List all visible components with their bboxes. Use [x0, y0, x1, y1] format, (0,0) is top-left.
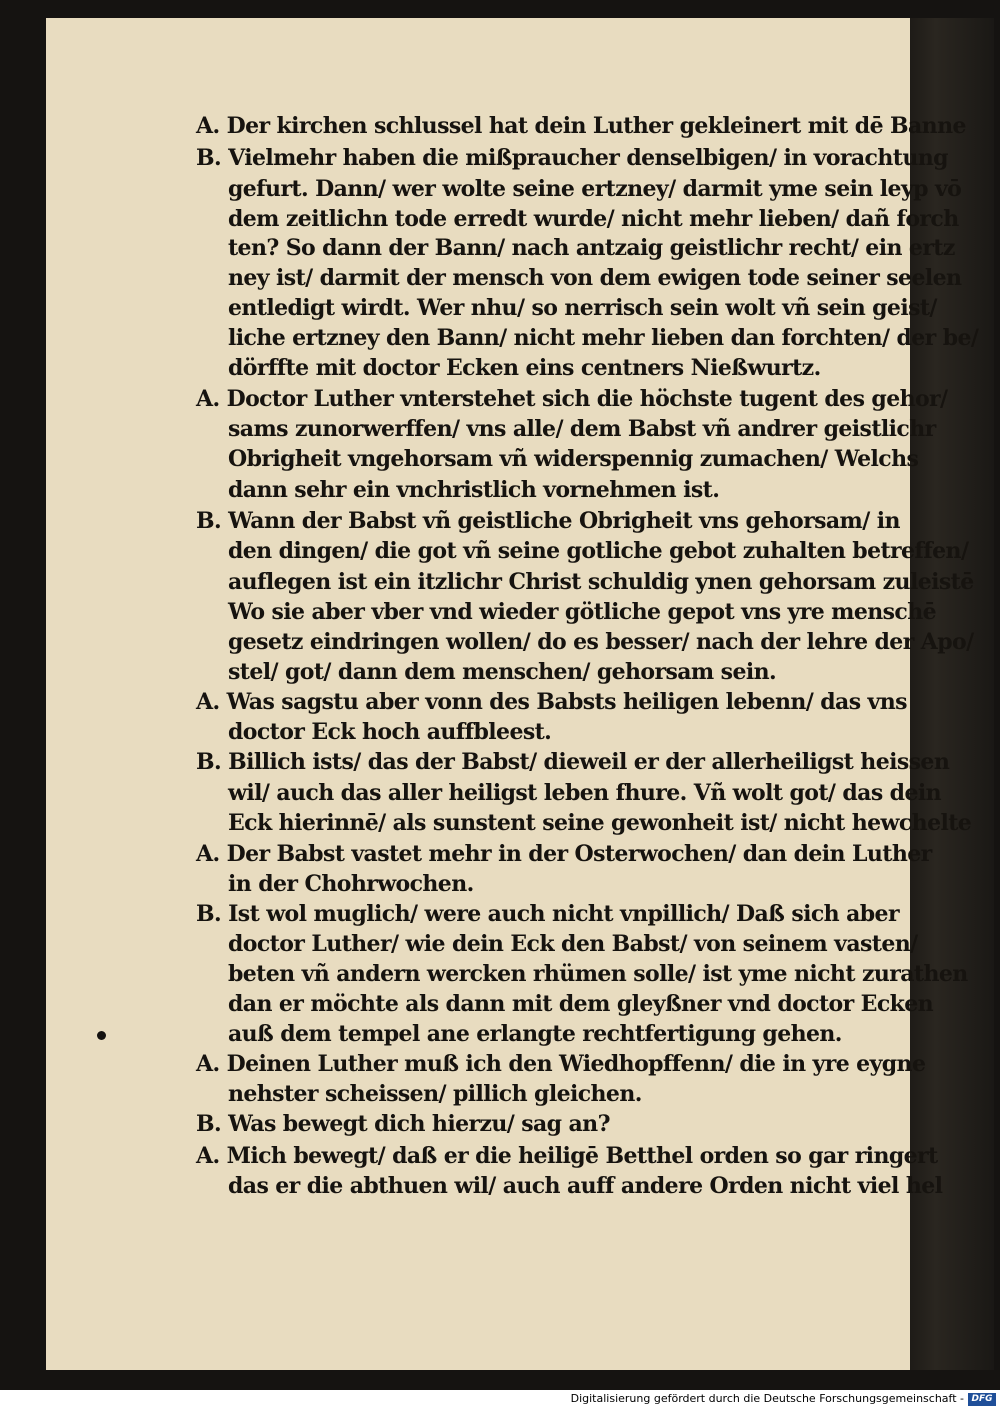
- text-line: sams zunorwerffen/ vns alle/ dem Babst vñ andrer geistlichr: [228, 416, 936, 442]
- text-line: B. Vielmehr haben die mißpraucher denselbigen/ in vorachtung: [196, 145, 948, 171]
- text-line: doctor Luther/ wie dein Eck den Babst/ von seinem vasten/: [228, 931, 918, 957]
- text-line: in der Chohrwochen.: [228, 871, 474, 897]
- text-line: doctor Eck hoch auffbleest.: [228, 719, 552, 745]
- text-line: Wo sie aber vber vnd wieder götliche gepot vns yre menschē: [228, 599, 937, 625]
- text-line: dann sehr ein vnchristlich vornehmen ist.: [228, 477, 720, 503]
- text-line: Eck hierinnē/ als sunstent seine gewonheit ist/ nicht hewchelte: [228, 810, 972, 836]
- text-line: dörffte mit doctor Ecken eins centners Nießwurtz.: [228, 355, 821, 381]
- text-line: B. Wann der Babst vñ geistliche Obrigheit vns gehorsam/ in: [196, 508, 900, 534]
- footer-bar: [0, 1390, 1000, 1409]
- text-line: gesetz eindringen wollen/ do es besser/ nach der lehre der Apo/: [228, 629, 974, 655]
- text-line: stel/ got/ dann dem menschen/ gehorsam sein.: [228, 659, 777, 685]
- text-line: dan er möchte als dann mit dem gleyßner vnd doctor Ecken: [228, 991, 934, 1017]
- text-line: ten? So dann der Bann/ nach antzaig geistlichr recht/ ein ertz: [228, 235, 955, 261]
- text-line: auß dem tempel ane erlangte rechtfertigung gehen.: [228, 1021, 842, 1047]
- text-line: nehster scheissen/ pillich gleichen.: [228, 1081, 642, 1107]
- text-line: wil/ auch das aller heiligst leben fhure. Vñ wolt got/ das dein: [228, 780, 941, 806]
- text-line: beten vñ andern wercken rhümen solle/ ist yme nicht zurathen: [228, 961, 968, 987]
- text-line: B. Billich ists/ das der Babst/ dieweil er der allerheiligst heissen: [196, 749, 950, 775]
- text-line: entledigt wirdt. Wer nhu/ so nerrisch sein wolt vñ sein geist/: [228, 295, 937, 321]
- text-line: auflegen ist ein itzlichr Christ schuldig ynen gehorsam zuleistē: [228, 569, 974, 595]
- text-line: Obrigheit vngehorsam vñ widerspennig zumachen/ Welchs: [228, 446, 919, 472]
- funding-credit: Digitalisierung gefördert durch die Deutsche Forschungsgemeinschaft -: [570, 1392, 964, 1405]
- text-line: dem zeitlichn tode erredt wurde/ nicht mehr lieben/ dañ forch: [228, 206, 959, 232]
- dfg-logo: DFG: [968, 1393, 996, 1406]
- text-line: A. Doctor Luther vnterstehet sich die höchste tugent des gehor/: [196, 386, 948, 412]
- text-line: das er die abthuen wil/ auch auff andere Orden nicht viel hel: [228, 1173, 943, 1199]
- text-line: A. Der Babst vastet mehr in der Osterwochen/ dan dein Luther: [196, 841, 932, 867]
- text-line: ney ist/ darmit der mensch von dem ewigen tode seiner seelen: [228, 265, 962, 291]
- text-line: B. Was bewegt dich hierzu/ sag an?: [196, 1111, 610, 1137]
- text-line: gefurt. Dann/ wer wolte seine ertzney/ darmit yme sein leyp vō: [228, 176, 962, 202]
- text-line: A. Was sagstu aber vonn des Babsts heiligen lebenn/ das vns: [196, 689, 907, 715]
- text-line: B. Ist wol muglich/ were auch nicht vnpillich/ Daß sich aber: [196, 901, 899, 927]
- text-line: A. Deinen Luther muß ich den Wiedhopffenn/ die in yre eygne: [196, 1051, 926, 1077]
- text-line: den dingen/ die got vñ seine gotliche gebot zuhalten betreffen/: [228, 538, 969, 564]
- text-line: A. Mich bewegt/ daß er die heiligē Betthel orden so gar ringert: [196, 1143, 938, 1169]
- text-line: A. Der kirchen schlussel hat dein Luther gekleinert mit dē Banne: [196, 113, 966, 139]
- text-line: liche ertzney den Bann/ nicht mehr lieben dan forchten/ der be/: [228, 325, 979, 351]
